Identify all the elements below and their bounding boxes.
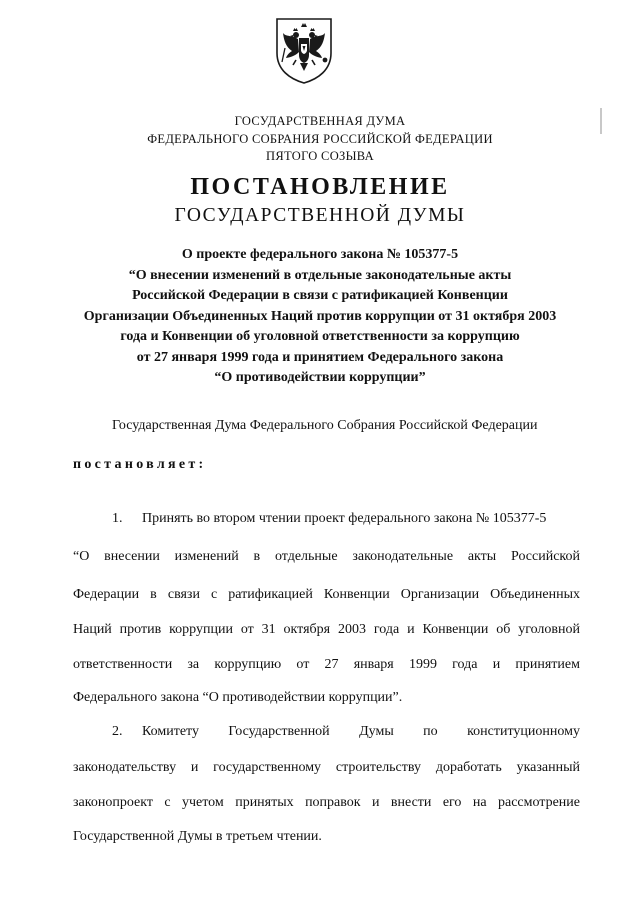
title-line: года и Конвенции об уголовной ответственности за коррупцию [120, 329, 520, 344]
item-line: законодательству и государственному строительству доработать указанный [73, 760, 580, 775]
authority-line-3: ПЯТОГО СОЗЫВА [266, 149, 374, 163]
item-line: Государственной Думы в третьем чтении. [73, 829, 322, 844]
item-first-line: Принять во втором чтении проект федерального закона № 105377-5 [142, 511, 547, 526]
preamble-text: Государственная Дума Федерального Собрания Российской Федерации [112, 418, 538, 433]
authority-header [0, 113, 640, 166]
item-line: Федерального закона “О противодействии коррупции”. [73, 690, 403, 705]
item-line: ответственности за коррупцию от 27 января 1999 года и принятием [73, 657, 580, 672]
resolution-title [0, 245, 640, 389]
item-number: 1. [112, 511, 123, 526]
item-line: Наций против коррупции от 31 октября 2003 года и Конвенции об уголовной [73, 622, 580, 637]
document-issuer-heading: ГОСУДАРСТВЕННОЙ ДУМЫ [174, 205, 466, 226]
resolves-word: постановляет: [73, 457, 207, 472]
title-line: “О противодействии коррупции” [214, 370, 426, 385]
item-line: “О внесении изменений в отдельные законодательные акты Российской [73, 549, 580, 564]
item-line: законопроект с учетом принятых поправок и внести его на рассмотрение [73, 795, 580, 810]
title-line: “О внесении изменений в отдельные законодательные акты [128, 267, 512, 283]
title-line: от 27 января 1999 года и принятием Федерального закона [136, 349, 504, 365]
title-line: О проекте федерального закона № 105377-5 [181, 247, 459, 262]
item-line: Федерации в связи с ратификацией Конвенции Организации Объединенных [73, 587, 580, 602]
document-type-heading: ПОСТАНОВЛЕНИЕ [190, 174, 450, 200]
item-number: 2. [112, 724, 123, 739]
authority-line-2: ФЕДЕРАЛЬНОГО СОБРАНИЯ РОССИЙСКОЙ ФЕДЕРАЦИИ [147, 131, 493, 146]
title-line: Организации Объединенных Наций против коррупции от 31 октября 2003 [83, 308, 557, 324]
authority-line-1: ГОСУДАРСТВЕННАЯ ДУМА [234, 114, 406, 128]
item-first-line: Комитету Государственной Думы по конституционному [142, 724, 580, 739]
coat-of-arms-icon [272, 15, 336, 85]
title-line: Российской Федерации в связи с ратификацией Конвенции [132, 288, 508, 303]
